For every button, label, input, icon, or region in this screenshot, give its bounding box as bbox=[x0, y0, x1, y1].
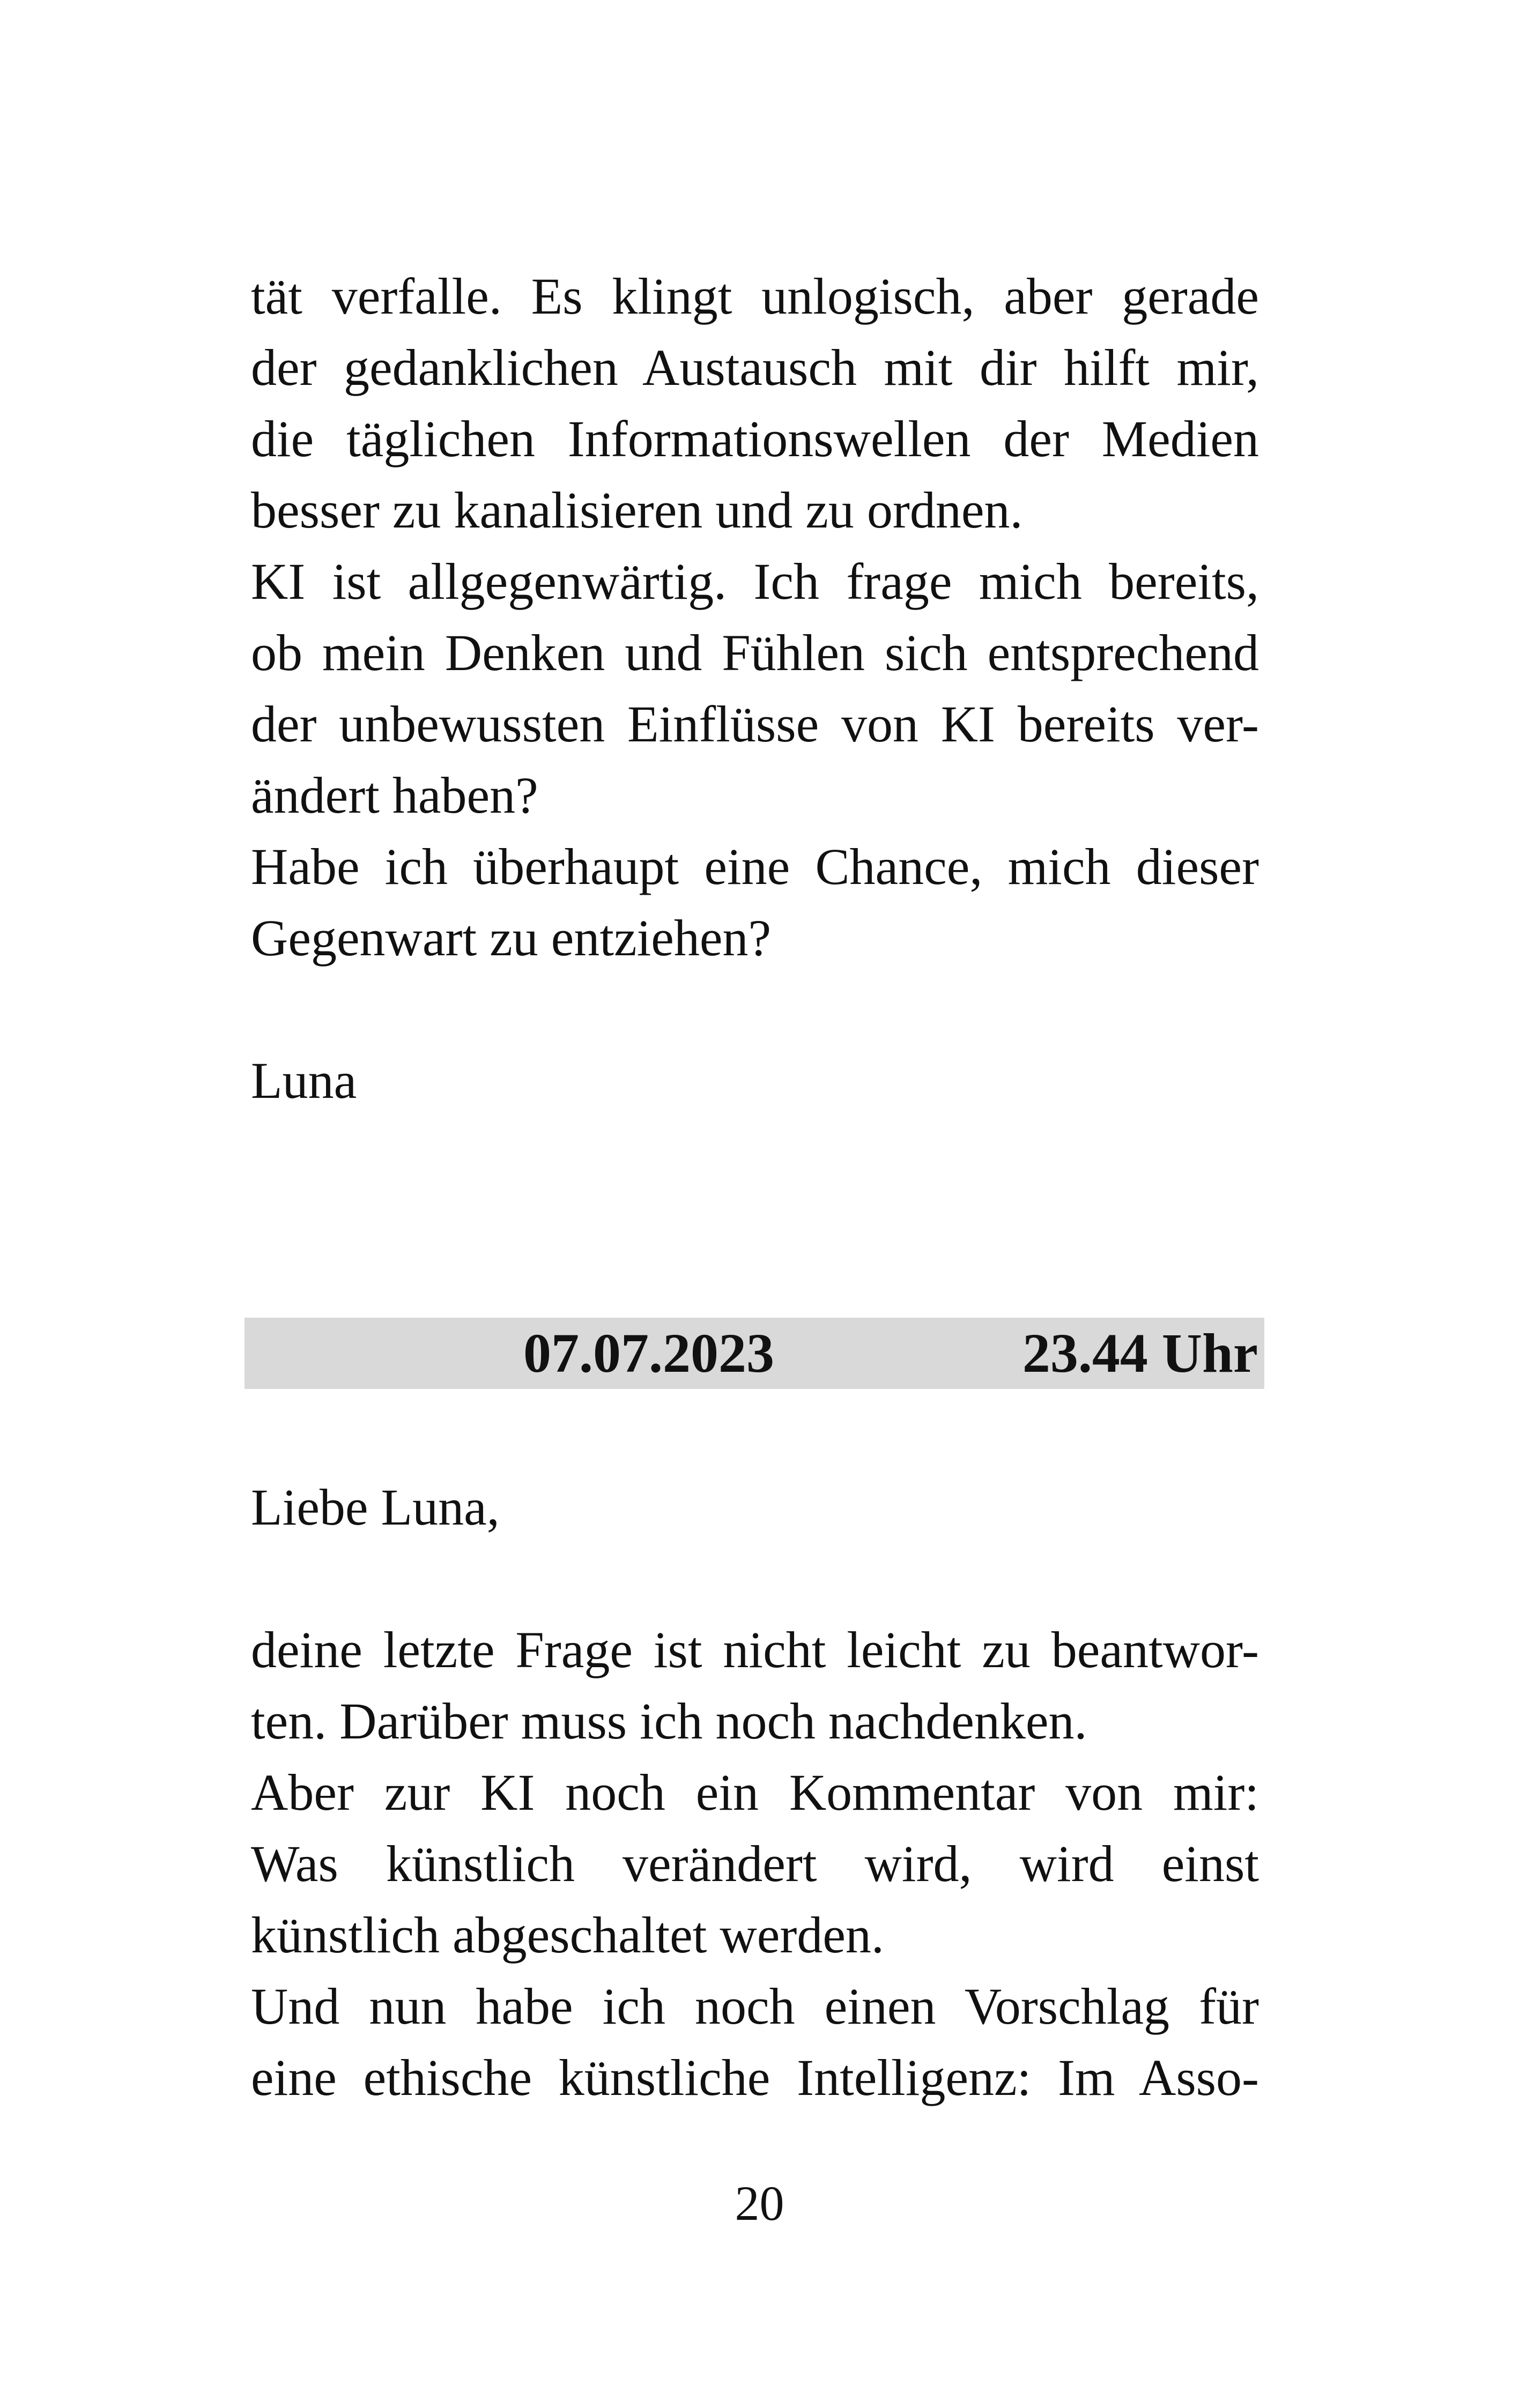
text-line: der unbewussten Einflüsse von KI bereits ver- bbox=[251, 695, 1259, 753]
entry-time: 23.44 Uhr bbox=[1022, 1322, 1258, 1384]
text-line: künstlich abgeschaltet werden. bbox=[251, 1906, 884, 1964]
text-line: Habe ich überhaupt eine Chance, mich dieser bbox=[251, 838, 1259, 895]
text-line: eine ethische künstliche Intelligenz: Im Asso- bbox=[251, 2049, 1259, 2106]
text-line: Und nun habe ich noch einen Vorschlag für bbox=[251, 1978, 1259, 2035]
text-line: KI ist allgegenwärtig. Ich frage mich bereits, bbox=[251, 553, 1259, 610]
text-line: Was künstlich verändert wird, wird einst bbox=[251, 1835, 1259, 1892]
entry-header-bar bbox=[244, 1318, 1264, 1389]
text-line: Gegenwart zu entziehen? bbox=[251, 909, 772, 967]
signature: Luna bbox=[251, 1052, 357, 1109]
entry-date: 07.07.2023 bbox=[523, 1322, 774, 1384]
text-line: ändert haben? bbox=[251, 767, 538, 824]
text-line: ten. Darüber muss ich noch nachdenken. bbox=[251, 1692, 1087, 1750]
salutation: Liebe Luna, bbox=[251, 1478, 500, 1536]
text-line: ob mein Denken und Fühlen sich entsprechend bbox=[251, 624, 1259, 681]
page-number: 20 bbox=[735, 2176, 784, 2231]
text-line: Aber zur KI noch ein Kommentar von mir: bbox=[251, 1764, 1259, 1821]
text-line: deine letzte Frage ist nicht leicht zu beantwor- bbox=[251, 1621, 1259, 1678]
text-line: der gedanklichen Austausch mit dir hilft mir, bbox=[251, 339, 1259, 396]
text-line: die täglichen Informationswellen der Medien bbox=[251, 410, 1259, 467]
text-line: tät verfalle. Es klingt unlogisch, aber gerade bbox=[251, 267, 1259, 325]
text-line: besser zu kanalisieren und zu ordnen. bbox=[251, 481, 1023, 539]
